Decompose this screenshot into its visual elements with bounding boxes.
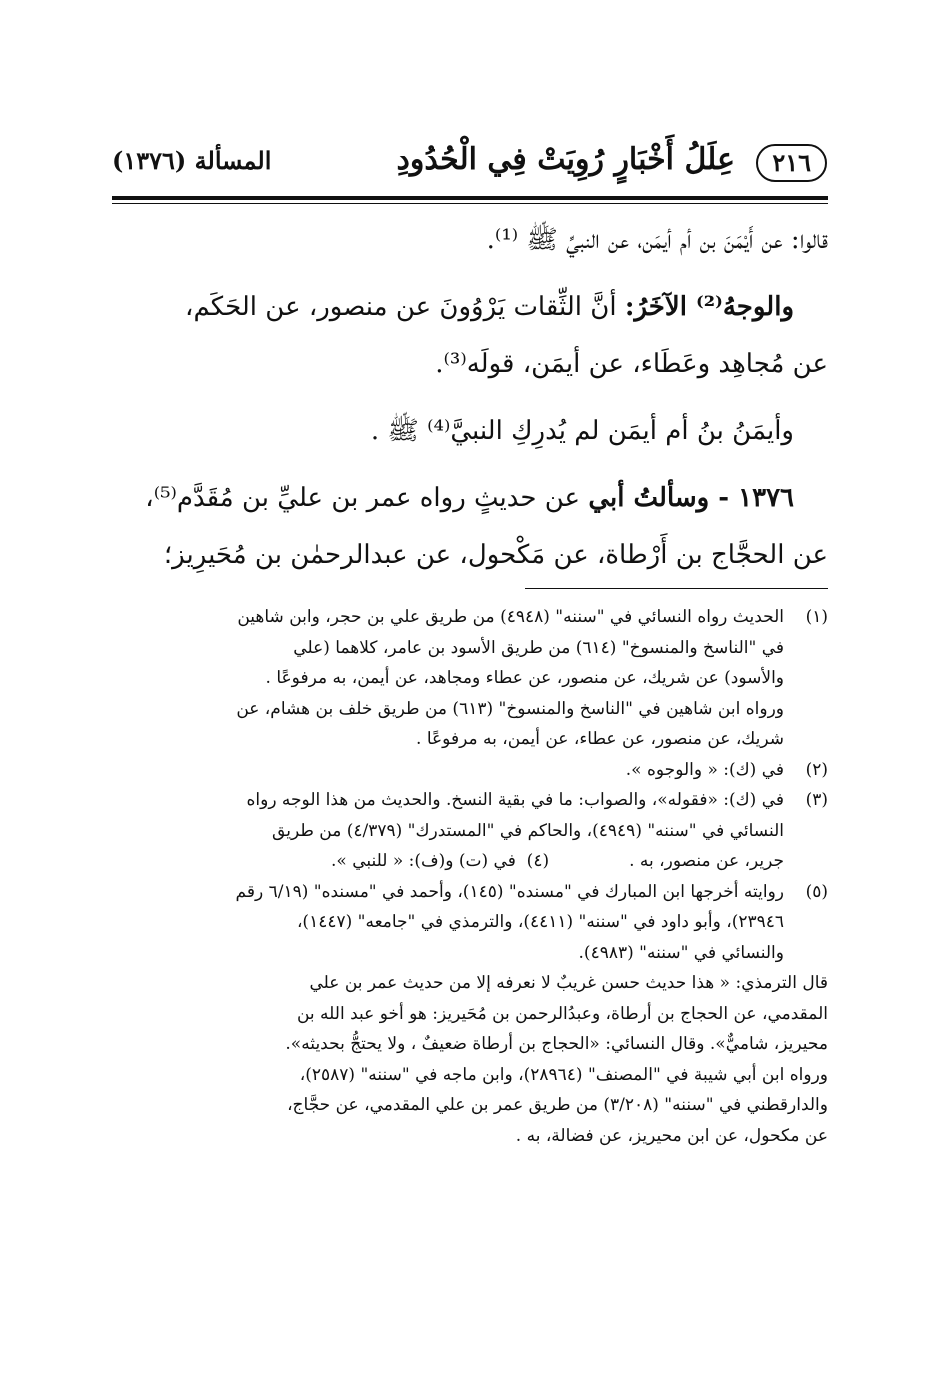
footnote-line: في (ك): «فقوله»، والصواب: ما في بقية النسخ. والحديث من هذا الوجه رواه — [246, 790, 784, 810]
page-number: ٢١٦ — [756, 144, 827, 182]
footnote-text: جرير، عن منصور، به . — [629, 851, 784, 871]
main-line-text: عن حديثٍ رواه عمر بن عليِّ بن مُقَدَّم⁽⁵⁾، — [145, 483, 589, 513]
main-line: قالوا: عن أَيْمَنَ بن أم أيمَن، عن النبيِّ ﷺ ⁽¹⁾. — [486, 225, 828, 255]
footnote-number: (٢) — [805, 759, 828, 780]
footnote-paragraph-line: والدارقطني في "سننه" (٣/٢٠٨) من طريق عمر بن علي المقدمي، عن حجَّاج، — [287, 1095, 828, 1115]
main-line: عن الحجَّاج بن أَرْطاة، عن مَكْحول، عن عبدالرحمٰن بن مُحَيرِيز؛ — [163, 540, 828, 570]
footnote-number: (٥) — [805, 881, 828, 902]
main-line: وأيمَنُ بنُ أم أيمَن لم يُدرِكِ النبيَّ⁽⁴⁾ ﷺ . — [370, 416, 794, 446]
footnote-3 — [112, 785, 828, 877]
footnote-line: الحديث رواه النسائي في "سننه" (٤٩٤٨) من طريق علي بن حجر، وابن شاهين — [237, 607, 784, 627]
main-line: عن مُجاهِد وعَطَاء، عن أيمَن، قولَه⁽³⁾. — [435, 349, 828, 379]
main-line — [112, 279, 828, 336]
main-text — [112, 212, 828, 584]
footnote-2 — [112, 755, 828, 786]
footnote-line: شريك، عن منصور، عن عطاء، عن أيمن، به مرفوعًا . — [416, 729, 784, 749]
issue-heading: ١٣٧٦ - وسألتُ أبي — [588, 483, 794, 513]
footnote-number: (٤) — [526, 851, 550, 871]
header-rule-thin — [112, 203, 828, 204]
footnote-paragraph-line: عن مكحول، عن ابن محيريز، عن فضالة، به . — [515, 1125, 828, 1146]
footnote-paragraph-line: ورواه ابن أبي شيبة في "المصنف" (٢٨٩٦٤)، وابن ماجه في "سننه" (٢٥٨٧)، — [299, 1064, 828, 1085]
footnote-number: (٣) — [805, 790, 828, 810]
footnote-separator — [525, 588, 828, 589]
footnotes — [112, 602, 828, 1151]
footnote-line: والأسود) عن شريك، عن منصور، عن عطاء ومجاهد، عن أيمن، به مرفوعًا . — [265, 668, 784, 688]
header-rule-thick — [112, 196, 828, 200]
footnote-paragraph-line: المقدمي، عن الحجاج بن أرطاة، وعبدُالرحمن بن مُحَيريز: هو أخو عبد الله بن — [296, 1003, 828, 1024]
page-header — [112, 140, 827, 190]
main-line-text: أنَّ الثِّقات يَرْوُونَ عن منصور، عن الحَكَم، — [185, 292, 625, 322]
bold-lead: والوجهُ⁽²⁾ الآخَرُ: — [624, 292, 794, 322]
footnote-1 — [112, 602, 828, 755]
footnote-4-text: في (ت) و(ف): « للنبي ». — [331, 851, 516, 871]
footnote-paragraph-line: قال الترمذي: « هذا حديث حسن غريبٌ لا نعرفه إلا من حديث عمر بن علي — [309, 973, 828, 993]
footnote-5 — [112, 877, 828, 969]
footnote-line: والنسائي في "سننه" (٤٩٨٣). — [578, 942, 784, 963]
footnote-line: روايته أخرجها ابن المبارك في "مسنده" (١٤٥)، وأحمد في "مسنده" (٦/١٩ رقم — [235, 881, 784, 902]
footnote-line: في "الناسخ والمنسوخ" (٦١٤) من طريق الأسود بن عامر، كلاهما (علي — [293, 637, 784, 658]
main-line — [112, 470, 828, 527]
footnote-number: (١) — [805, 607, 828, 627]
footnote-line: ٢٣٩٤٦)، وأبو داود في "سننه" (٤٤١١)، والترمذي في "جامعه" (١٤٤٧)، — [296, 912, 784, 932]
footnote-line: في (ك): « والوجوه ». — [625, 759, 784, 780]
footnote-paragraph-line: محيريز، شاميٌّ». وقال النسائي: «الحجاج بن أرطاة ضعيفٌ ، ولا يحتجُّ بحديثه». — [285, 1034, 828, 1054]
book-title: عِلَلُ أَخْبَارٍ رُوِيَتْ فِي الْحُدُودِ — [396, 142, 735, 177]
issue-label: المسألة (١٣٧٦) — [112, 146, 272, 175]
footnote-line: ورواه ابن شاهين في "الناسخ والمنسوخ" (٦١٣) من طريق خلف بن هشام، عن — [236, 698, 784, 719]
footnote-line: النسائي في "سننه" (٤٩٤٩)، والحاكم في "المستدرك" (٤/٣٧٩) من طريق — [272, 820, 784, 841]
footnote-line — [112, 846, 784, 877]
